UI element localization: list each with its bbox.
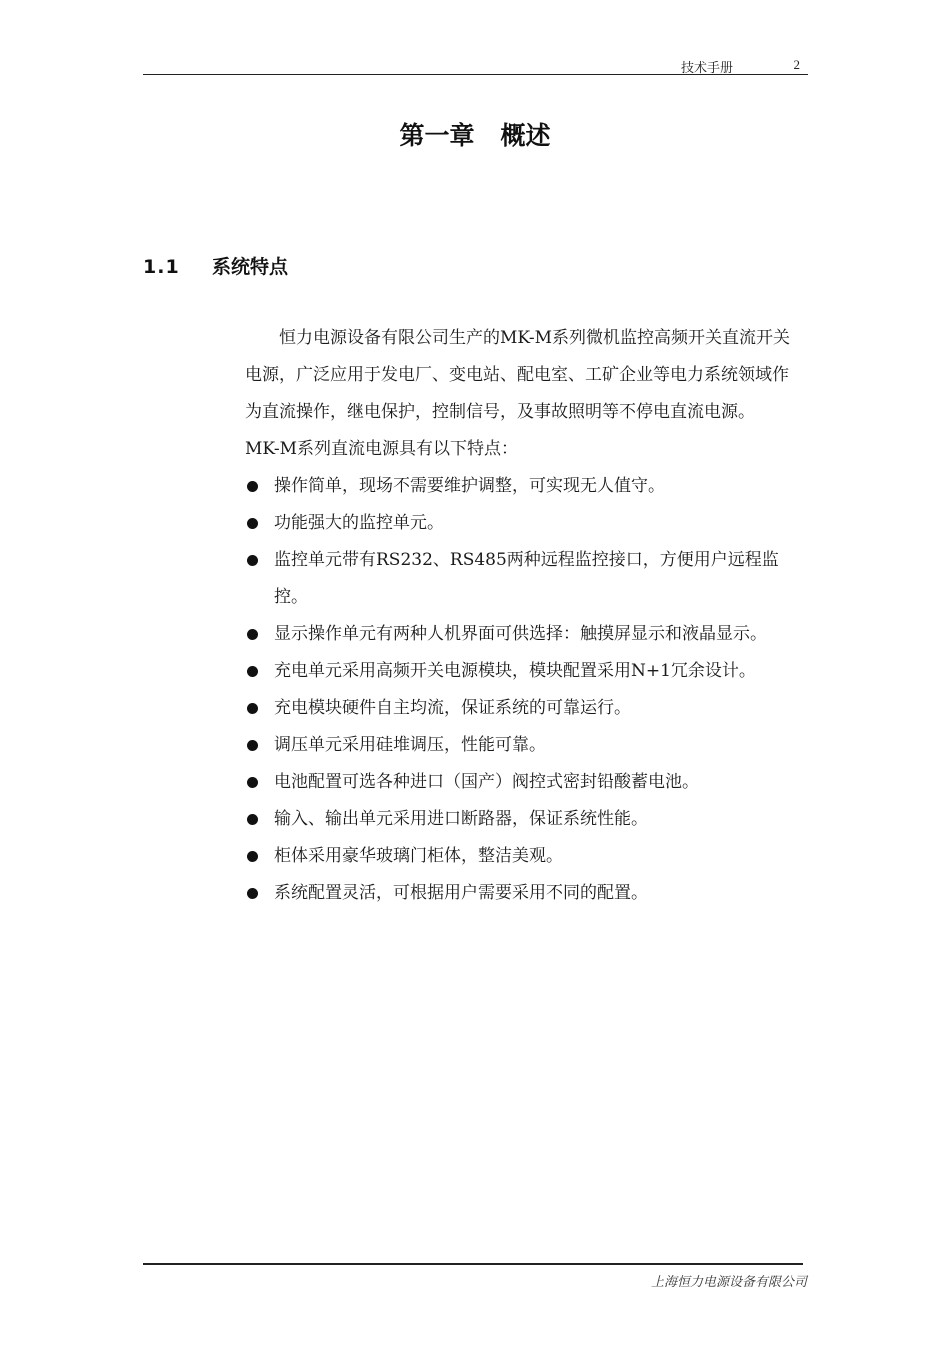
body-text <box>245 320 805 912</box>
header-page-number: 2 <box>793 57 800 72</box>
bullet-icon <box>247 666 258 677</box>
list-item <box>245 505 805 542</box>
section-number: 1.1 <box>143 256 180 278</box>
bullet-icon <box>247 555 258 566</box>
bullet-icon <box>247 777 258 788</box>
chapter-title: 第一章 概述 <box>399 121 551 150</box>
list-item <box>245 542 805 616</box>
bullet-icon <box>247 481 258 492</box>
header-title: 技术手册 <box>680 61 733 76</box>
list-item <box>245 727 805 764</box>
list-item <box>245 764 805 801</box>
list-item-text: 充电模块硬件自主均流，保证系统的可靠运行。 <box>274 698 631 718</box>
list-item <box>245 468 805 505</box>
list-item <box>245 690 805 727</box>
bullet-icon <box>247 703 258 714</box>
list-item <box>245 838 805 875</box>
bullet-icon <box>247 518 258 529</box>
list-item-text: 功能强大的监控单元。 <box>274 513 444 533</box>
intro-paragraph: 恒力电源设备有限公司生产的MK-M系列微机监控高频开关直流开关电源，广泛应用于发电厂、变电站、配电室、工矿企业等电力系统领域作为直流操作，继电保护，控制信号，及事故照明等不停电直流电源。 <box>245 328 791 422</box>
list-item-text: 充电单元采用高频开关电源模块，模块配置采用N+1冗余设计。 <box>274 661 756 681</box>
page-header <box>143 52 808 75</box>
list-item <box>245 653 805 690</box>
list-item <box>245 801 805 838</box>
features-lead: MK-M系列直流电源具有以下特点： <box>245 439 519 459</box>
feature-list <box>245 468 805 912</box>
bullet-icon <box>247 814 258 825</box>
footer-divider <box>143 1263 803 1265</box>
list-item-text: 系统配置灵活，可根据用户需要采用不同的配置。 <box>274 883 648 903</box>
section-heading <box>143 252 288 279</box>
footer-company: 上海恒力电源设备有限公司 <box>650 1275 807 1290</box>
bullet-icon <box>247 888 258 899</box>
list-item-text: 操作简单，现场不需要维护调整，可实现无人值守。 <box>274 476 665 496</box>
section-title: 系统特点 <box>212 256 289 278</box>
list-item <box>245 875 805 912</box>
list-item-text: 调压单元采用硅堆调压，性能可靠。 <box>274 735 546 755</box>
bullet-icon <box>247 740 258 751</box>
list-item <box>245 616 805 653</box>
list-item-text: 柜体采用豪华玻璃门柜体，整洁美观。 <box>274 846 563 866</box>
list-item-text: 输入、输出单元采用进口断路器，保证系统性能。 <box>274 809 648 829</box>
list-item-text: 显示操作单元有两种人机界面可供选择：触摸屏显示和液晶显示。 <box>274 624 767 644</box>
bullet-icon <box>247 851 258 862</box>
bullet-icon <box>247 629 258 640</box>
list-item-text: 监控单元带有RS232、RS485两种远程监控接口，方便用户远程监控。 <box>274 550 779 607</box>
list-item-text: 电池配置可选各种进口（国产）阀控式密封铅酸蓄电池。 <box>274 772 699 792</box>
